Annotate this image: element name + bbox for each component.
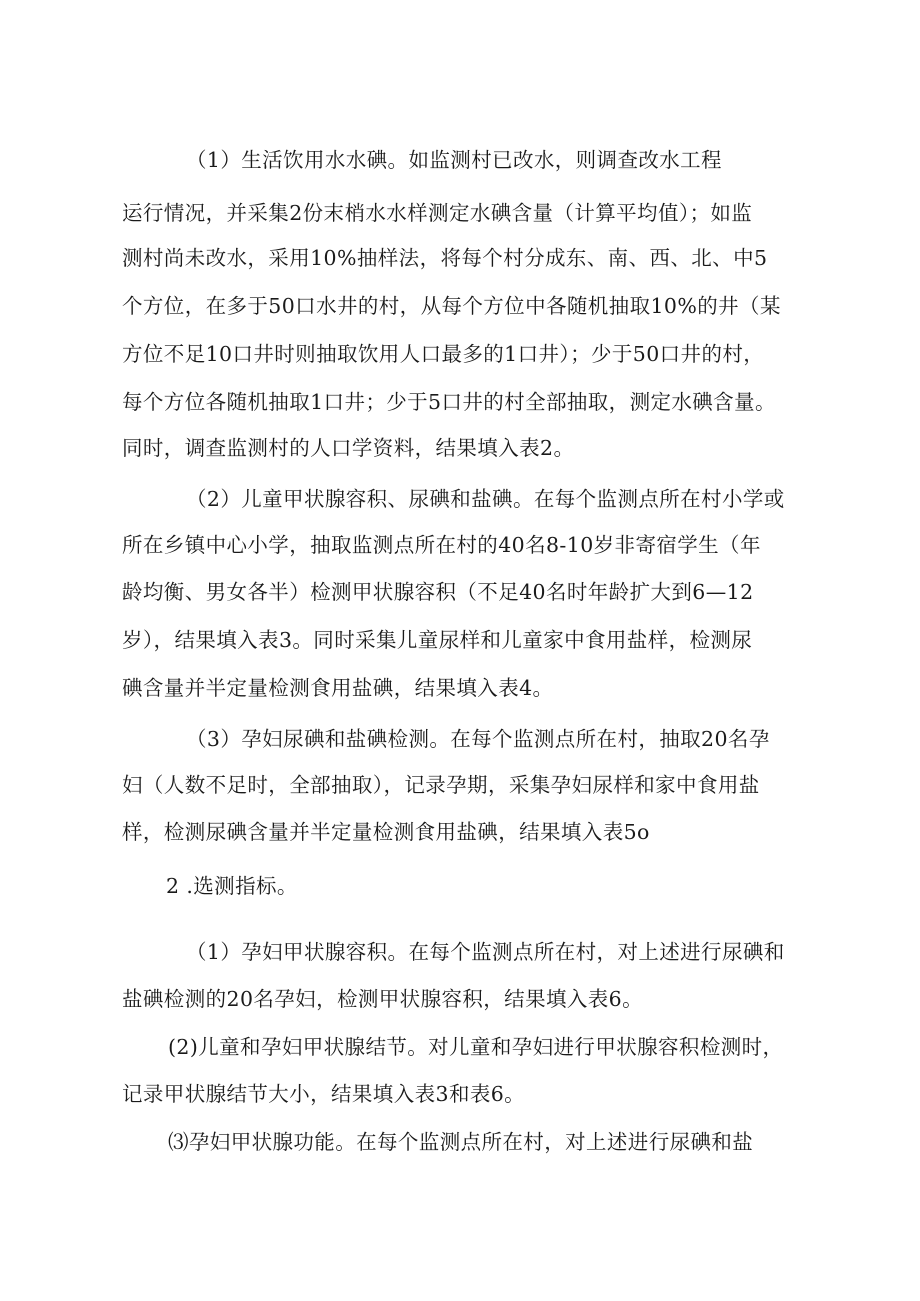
paragraph-1-line-5: 方位不足10口井时则抽取饮用人口最多的1口井）；少于50口井的村， (122, 342, 765, 366)
paragraph-6-line-1: ⑶孕妇甲状腺功能。在每个监测点所在村，对上述进行尿碘和盐 (168, 1130, 754, 1154)
paragraph-1-line-6: 每个方位各随机抽取1口井；少于5口井的村全部抽取，测定水碘含量。 (122, 390, 776, 414)
paragraph-1-line-4: 个方位，在多于50口水井的村，从每个方位中各随机抽取10%的井（某 (122, 294, 781, 318)
paragraph-1-line-1: （1）生活饮用水水碘。如监测村已改水，则调查改水工程 (186, 148, 722, 172)
paragraph-2-line-2: 所在乡镇中心小学，抽取监测点所在村的40名8-10岁非寄宿学生（年 (122, 533, 761, 557)
paragraph-1-line-2: 运行情况，并采集2份末梢水水样测定水碘含量（计算平均值）；如监 (122, 201, 753, 225)
paragraph-3-line-3: 样，检测尿碘含量并半定量检测食用盐碘，结果填入表5o (122, 820, 650, 844)
paragraph-1-line-3: 测村尚未改水，采用10%抽样法，将每个村分成东、南、西、北、中5 (122, 246, 768, 270)
section-heading: 2 .选测指标。 (166, 874, 298, 898)
paragraph-5-line-2: 记录甲状腺结节大小，结果填入表3和表6。 (122, 1082, 526, 1106)
paragraph-2-line-5: 碘含量并半定量检测食用盐碘，结果填入表4。 (122, 676, 554, 700)
paragraph-2-line-3: 龄均衡、男女各半）检测甲状腺容积（不足40名时年龄扩大到6—12 (122, 580, 754, 604)
paragraph-5-line-1: (2)儿童和孕妇甲状腺结节。对儿童和孕妇进行甲状腺容积检测时， (168, 1035, 784, 1059)
paragraph-1-line-7: 同时，调查监测村的人口学资料，结果填入表2。 (122, 436, 575, 460)
paragraph-3-line-1: （3）孕妇尿碘和盐碘检测。在每个监测点所在村，抽取20名孕 (186, 727, 770, 751)
paragraph-4-line-2: 盐碘检测的20名孕妇，检测甲状腺容积，结果填入表6。 (122, 987, 644, 1011)
paragraph-3-line-2: 妇（人数不足时，全部抽取），记录孕期，采集孕妇尿样和家中食用盐 (122, 773, 760, 797)
paragraph-2-line-1: （2）儿童甲状腺容积、尿碘和盐碘。在每个监测点所在村小学或 (186, 487, 785, 511)
paragraph-4-line-1: （1）孕妇甲状腺容积。在每个监测点所在村，对上述进行尿碘和 (186, 940, 785, 964)
paragraph-2-line-4: 岁），结果填入表3。同时采集儿童尿样和儿童家中食用盐样，检测尿 (122, 628, 753, 652)
